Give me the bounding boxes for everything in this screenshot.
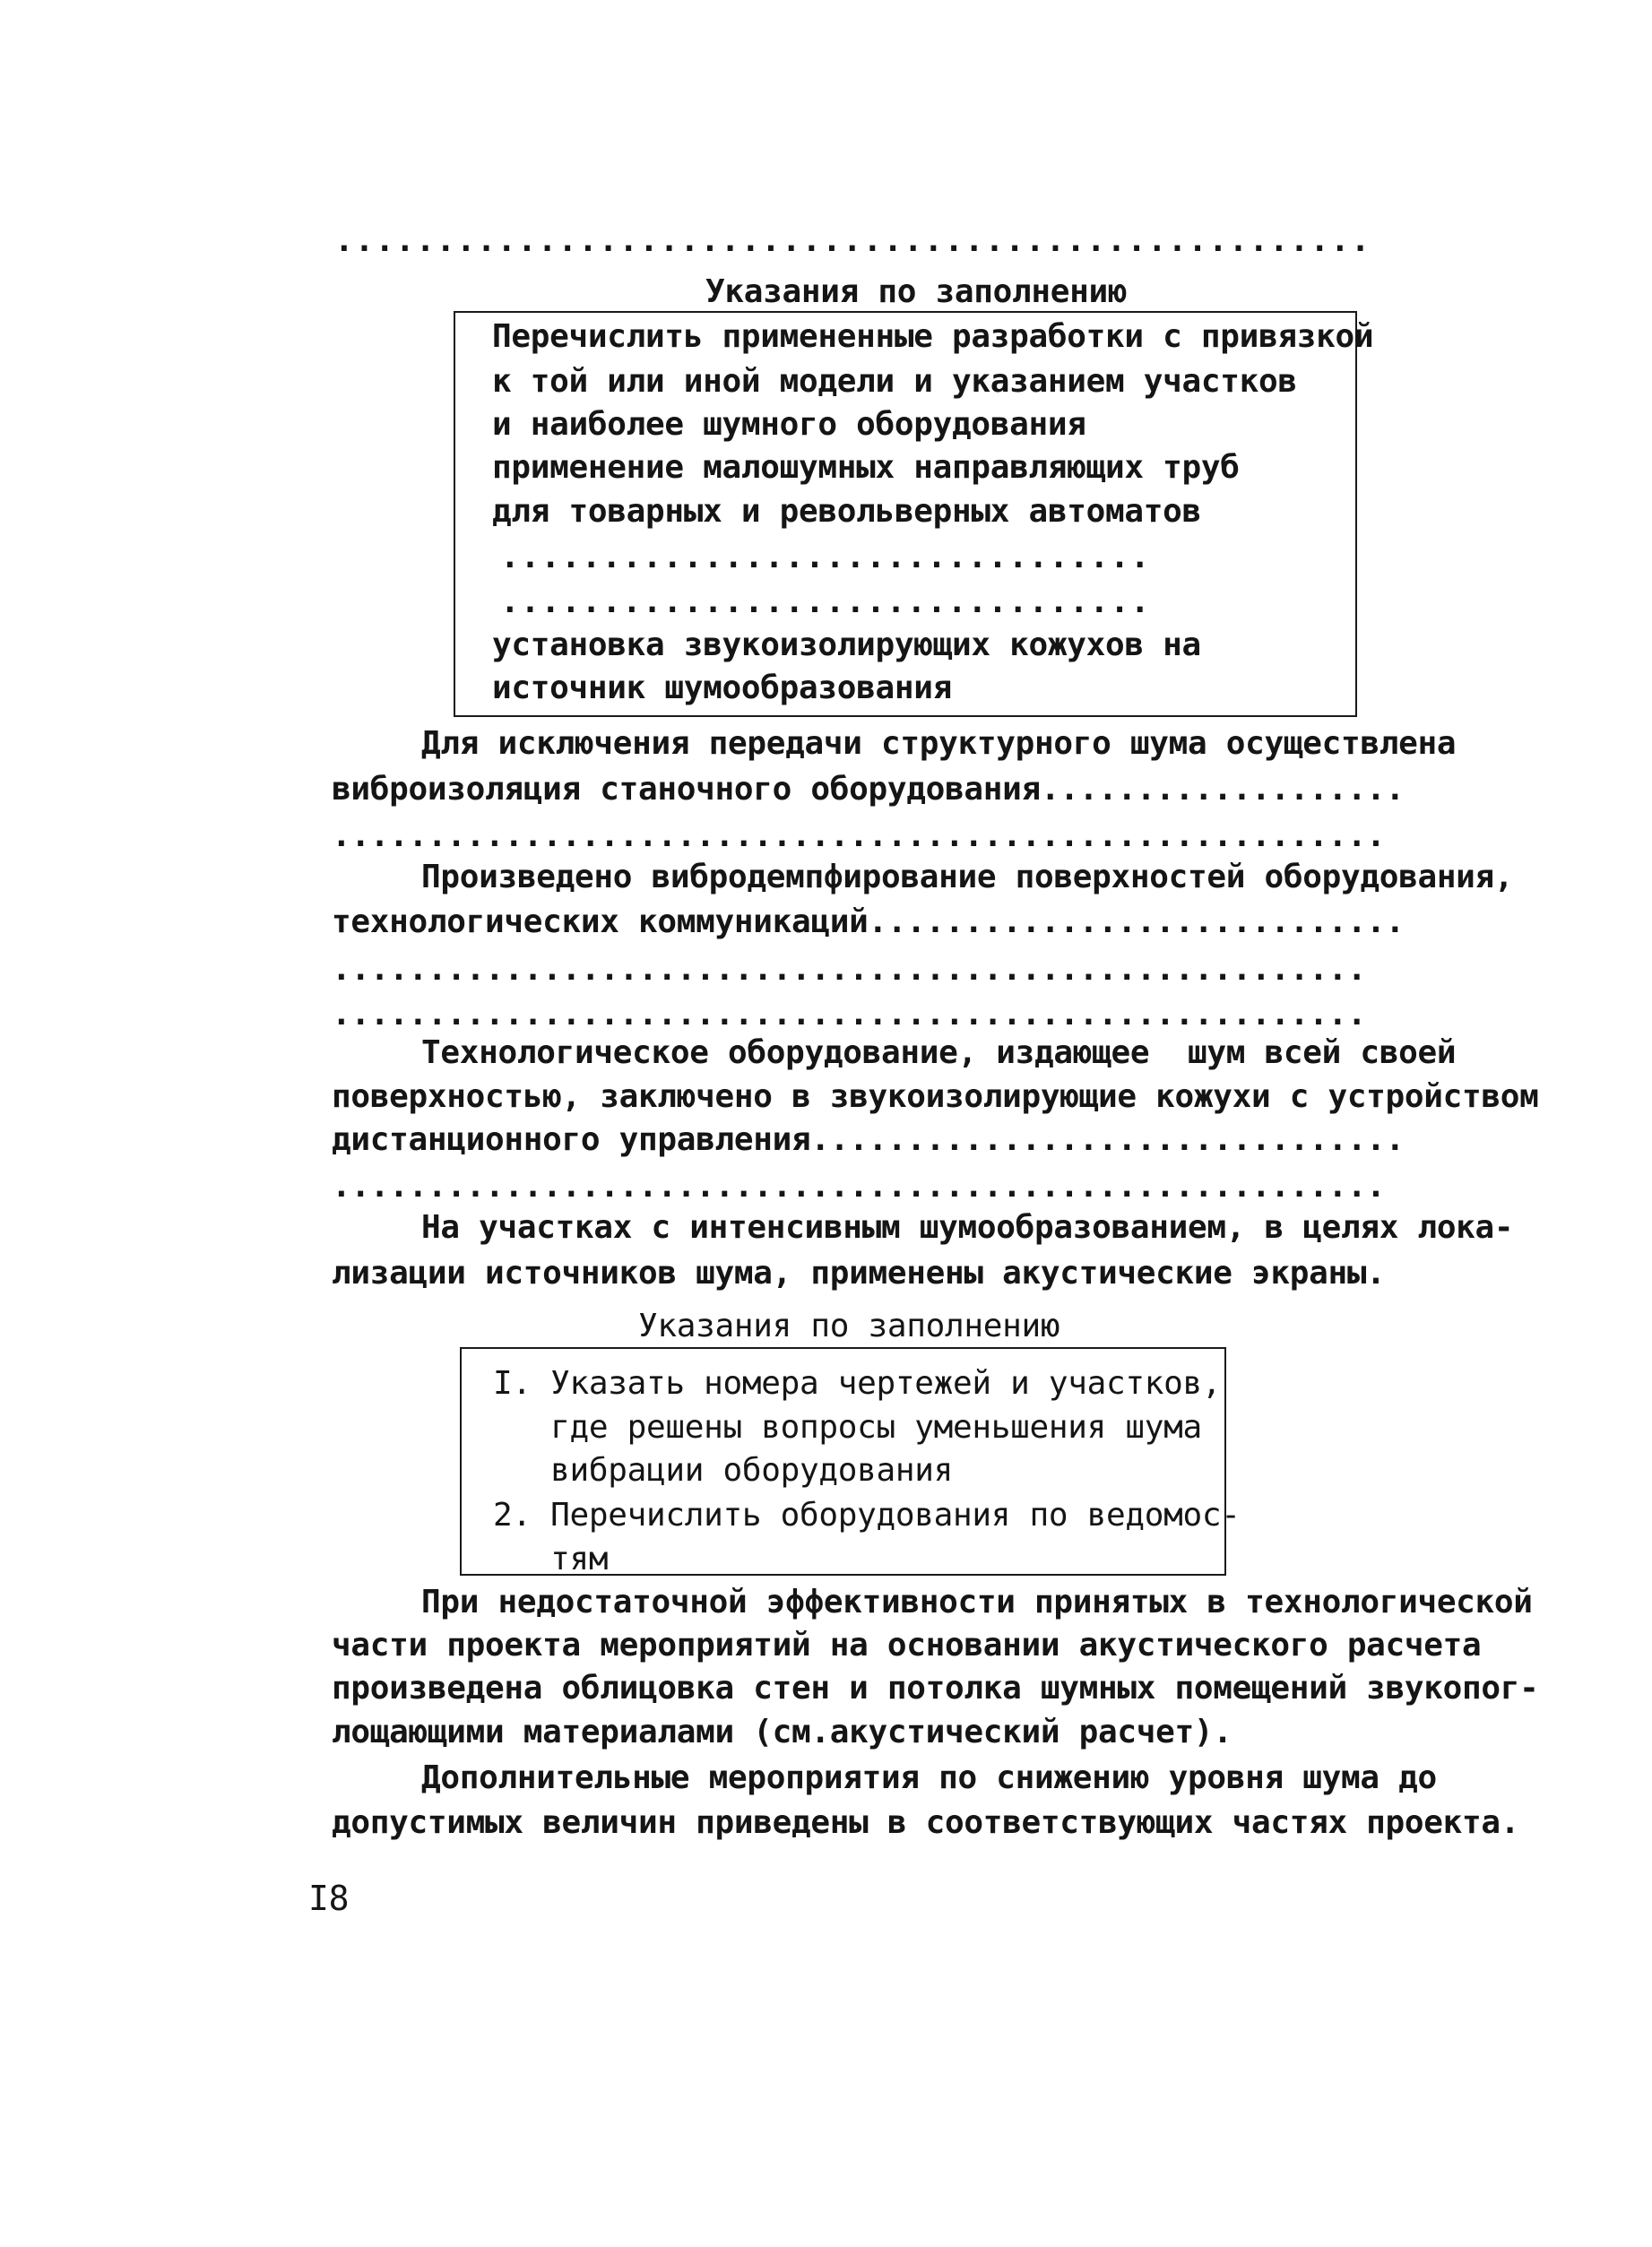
note1-line: к той или иной модели и указанием участков — [492, 363, 1297, 400]
note1-line: установка звукоизолирующих кожухов на — [492, 627, 1201, 663]
para2-line: ...................................................... — [332, 951, 1367, 988]
para1-line: Для исключения передачи структурного шума осуществлена — [421, 725, 1457, 762]
para6-line: допустимых величин приведены в соответствующих частях проекта. — [332, 1804, 1520, 1841]
note1-heading: Указания по заполнению — [705, 273, 1128, 310]
top-dotted-line: ................................................... — [334, 222, 1371, 259]
para1-line: виброизоляция станочного оборудования................... — [332, 771, 1405, 808]
note2-line: 2. Перечислить оборудования по ведомос- — [493, 1497, 1241, 1534]
page-number: I8 — [308, 1879, 350, 1918]
note2-line: вибрации оборудования — [493, 1452, 953, 1489]
para1-line: ....................................................... — [332, 817, 1386, 854]
para3-line: ....................................................... — [332, 1168, 1386, 1205]
para2-line: Произведено вибродемпфирование поверхностей оборудования, — [421, 859, 1514, 895]
note1-line: для товарных и револьверных автоматов — [492, 493, 1201, 530]
note2-line: тям — [493, 1541, 609, 1577]
para3-line: поверхностью, заключено в звукоизолирующие кожухи с устройством — [332, 1078, 1539, 1115]
para6-line: Дополнительные мероприятия по снижению уровня шума до — [421, 1759, 1437, 1796]
para4-line: лизации источников шума, применены акустические экраны. — [332, 1255, 1386, 1292]
note1-line: применение малошумных направляющих труб — [492, 449, 1240, 486]
note2-line: где решены вопросы уменьшения шума — [493, 1409, 1202, 1446]
para5-line: лощающими материалами (см.акустический расчет). — [332, 1714, 1233, 1750]
para3-line: дистанционного управления............................... — [332, 1121, 1405, 1158]
note2-line: I. Указать номера чертежей и участков, — [493, 1365, 1222, 1402]
para5-line: части проекта мероприятий на основании акустического расчета — [332, 1627, 1482, 1664]
note1-line: Перечислить примененные разработки с привязкой — [492, 318, 1374, 355]
para4-line: На участках с интенсивным шумообразованием, в целях лока- — [421, 1209, 1514, 1246]
para2-line: ...................................................... — [332, 996, 1367, 1033]
note1-dots: ................................ — [500, 539, 1151, 575]
para5-line: При недостаточной эффективности принятых в технологической — [421, 1584, 1533, 1620]
note2-heading: Указания по заполнению — [638, 1308, 1060, 1344]
note1-line: и наиболее шумного оборудования — [492, 406, 1086, 443]
para2-line: технологических коммуникаций............................ — [332, 903, 1405, 940]
note1-line: источник шумообразования — [492, 670, 952, 706]
para5-line: произведена облицовка стен и потолка шумных помещений звукопог- — [332, 1670, 1539, 1707]
para3-line: Технологическое оборудование, издающее шум всей своей — [421, 1034, 1457, 1071]
note1-dots: ................................ — [500, 583, 1151, 620]
